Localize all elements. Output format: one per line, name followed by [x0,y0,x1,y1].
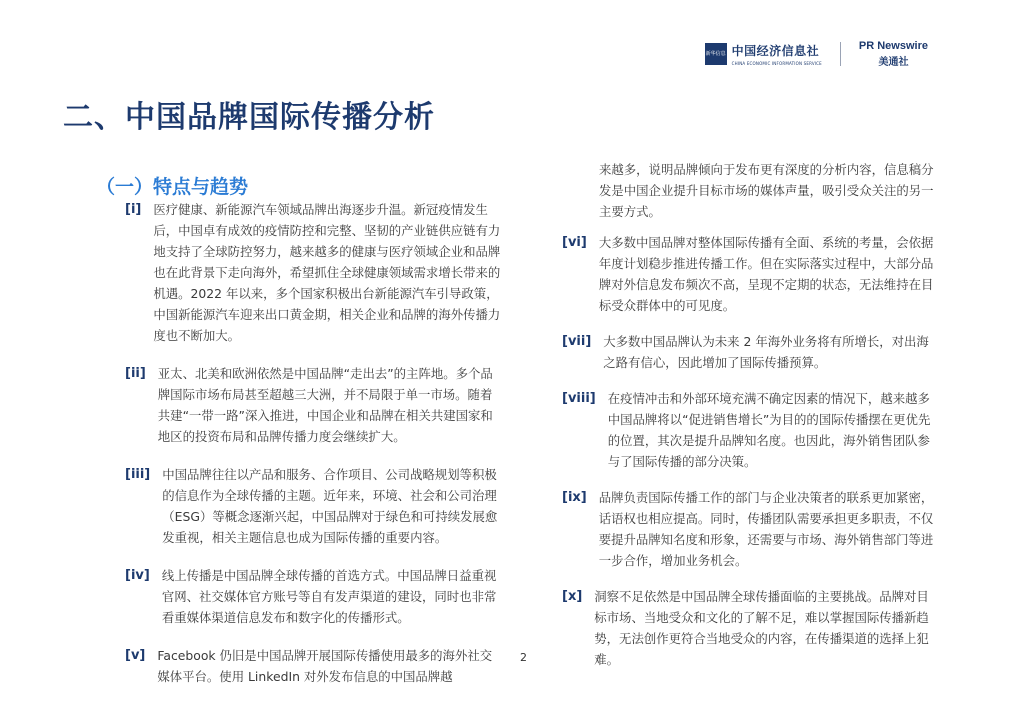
list-item [562,331,940,373]
xinhua-name-en: CHINA ECONOMIC INFORMATION SERVICE [731,61,822,66]
item-text: 线上传播是中国品牌全球传播的首选方式。中国品牌日益重视官网、社交媒体官方账号等自有发声渠道的建设，同时也非常看重媒体渠道信息发布和数字化的传播形式。 [161,568,497,625]
item-marker: [viii] [562,391,596,406]
item-text: 医疗健康、新能源汽车领域品牌出海逐步升温。新冠疫情发生后，中国卓有成效的疫情防控和完整、坚韧的产业链供应链有力地支持了全球防控努力，越来越多的健康与医疗领域企业和品牌也在此背景下走向海外，希望抓住全球健康领域需求增长带来的机遇。2022 年以来，多个国家积极出台新能源汽车引导政策，中国新能源汽车迎来出口黄金期，相关企业和品牌的海外传播力度也不断加大。 [153,202,501,343]
item-marker: [x] [562,589,583,604]
item-text: 中国品牌往往以产品和服务、合作项目、公司战略规划等积极的信息作为全球传播的主题。近年来，环境、社会和公司治理（ESG）等概念逐渐兴起，中国品牌对于绿色和可持续发展愈发重视，相关主题信息也成为国际传播的重要内容。 [162,467,498,545]
prnewswire-name-cn: 美通社 [878,57,909,68]
section-title: （一）特点与趋势 [96,176,249,198]
item-marker: [ix] [562,490,587,505]
xinhua-logo [705,42,822,66]
item-marker: [i] [125,202,142,217]
item-marker: [vii] [562,334,592,349]
list-item [125,464,503,548]
header-logos [705,40,928,68]
continued-paragraph: 来越多，说明品牌倾向于发布更有深度的分析内容，信息稿分发是中国企业提升目标市场的媒体声量，吸引受众关注的另一主要方式。 [599,162,934,219]
list-item [562,232,940,316]
item-text: Facebook 仍旧是中国品牌开展国际传播使用最多的海外社交媒体平台。使用 LinkedIn 对外发布信息的中国品牌越 [157,648,493,684]
xinhua-name-cn: 中国经济信息社 [731,44,820,58]
item-text: 大多数中国品牌对整体国际传播有全面、系统的考量，会依据年度计划稳步推进传播工作。但在实际落实过程中，大部分品牌对外信息发布频次不高，呈现不定期的状态，无法维持在目标受众群体中的可见度。 [598,235,934,313]
item-text: 品牌负责国际传播工作的部门与企业决策者的联系更加紧密，话语权也相应提高。同时，传播团队需要承担更多职责，不仅要提升品牌知名度和形象，还需要与市场、海外销售部门等进一步合作，增加业务机会。 [598,490,934,568]
page-title: 二、中国品牌国际传播分析 [63,100,435,135]
xinhua-emblem-icon: 新华信息 [705,43,727,65]
list-item [562,586,940,670]
item-text: 亚太、北美和欧洲依然是中国品牌“走出去”的主阵地。多个品牌国际市场布局甚至超越三大洲，并不局限于单一市场。随着共建“一带一路”深入推进，中国企业和品牌在相关共建国家和地区的投资布局和品牌传播力度会继续扩大。 [157,366,493,444]
item-marker: [iv] [125,568,150,583]
xinhua-wordmark [732,42,822,66]
item-marker: [iii] [125,467,151,482]
item-marker: [ii] [125,366,146,381]
list-item [125,199,503,346]
page-number: 2 [520,651,527,664]
list-item [125,565,503,628]
item-text: 洞察不足依然是中国品牌全球传播面临的主要挑战。品牌对目标市场、当地受众和文化的了解不足，难以掌握国际传播新趋势，无法创作更符合当地受众的内容，在传播渠道的选择上犯难。 [594,589,929,667]
prnewswire-name-en: PR Newswire [858,40,928,52]
item-marker: [v] [125,648,146,663]
right-column [562,159,940,670]
left-column [125,199,503,687]
list-item [125,363,503,447]
logo-divider [840,42,841,66]
list-item [562,388,940,472]
item-marker: [vi] [562,235,587,250]
item-text: 在疫情冲击和外部环境充满不确定因素的情况下，越来越多中国品牌将以“促进销售增长”为目的的国际传播摆在更优先的位置，其次是提升品牌知名度。也因此，海外销售团队参与了国际传播的部分决策。 [607,391,931,469]
list-item [125,645,503,687]
list-item [562,487,940,571]
prnewswire-logo [859,40,928,68]
item-text: 大多数中国品牌认为未来 2 年海外业务将有所增长，对出海之路有信心，因此增加了国际传播预算。 [603,334,929,370]
